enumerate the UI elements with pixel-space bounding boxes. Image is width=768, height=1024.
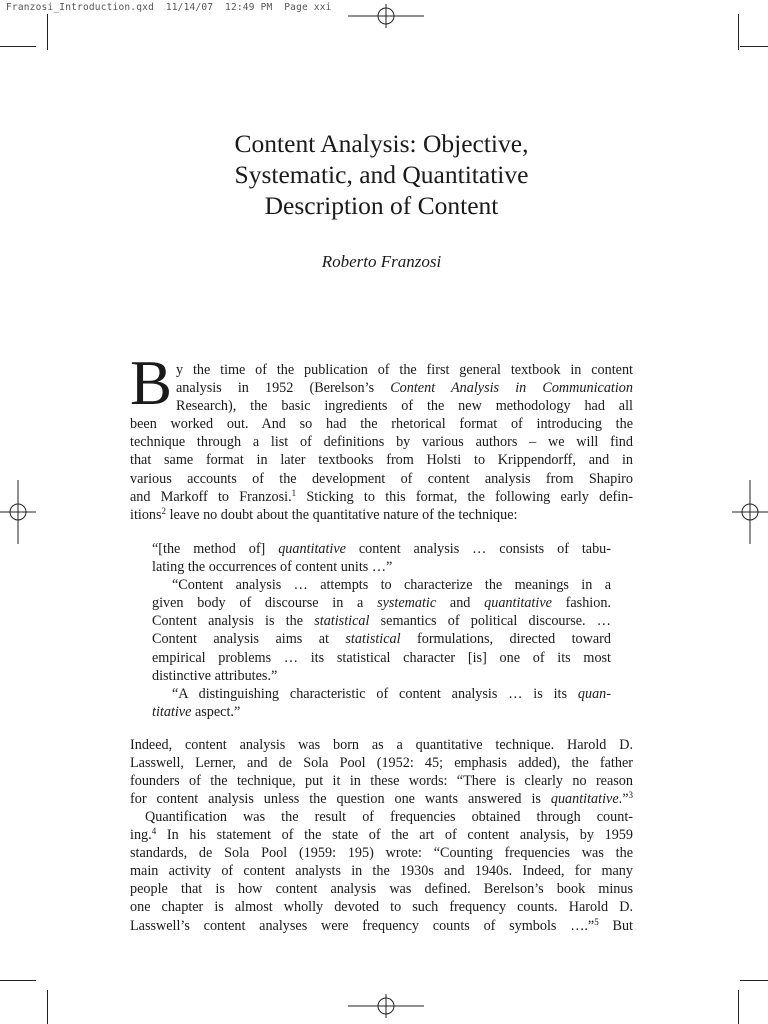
- registration-mark-right-icon: [732, 480, 768, 544]
- text-line: founders of the technique, put it in these words: “There is clearly no reason: [130, 773, 633, 790]
- crop-mark-bottom-left-v: [47, 990, 48, 1024]
- text-line: been worked out. And so had the rhetorical format of introducing the: [130, 416, 633, 433]
- slug-date: 11/14/07: [165, 2, 214, 13]
- text-line: main activity of content analysts in the 1930s and 1940s. Indeed, for many: [130, 863, 633, 880]
- quote-line: titative aspect.”: [152, 703, 241, 720]
- text-line: itions$^2$ leave no doubt about the quantitative nature of the technique:: [130, 505, 518, 523]
- slug-page: Page xxi: [284, 2, 332, 13]
- crop-mark-top-right-v: [738, 14, 739, 50]
- text-line: Lasswell, Lerner, and de Sola Pool (1952: 45; emphasis added), the father: [130, 755, 633, 772]
- chapter-title-line: Description of Content: [264, 191, 499, 220]
- quote-line: Content analysis aims at statistical formulations, directed toward: [152, 631, 611, 648]
- quote-line: distinctive attributes.”: [152, 667, 278, 684]
- text-line: for content analysis unless the question one wants answered is quantitative.”$^3$: [130, 790, 633, 808]
- text-line: Lasswell’s content analyses were frequency counts of symbols ….”$^5$ But: [130, 916, 633, 934]
- registration-mark-top-icon: [348, 4, 424, 28]
- quote-line: “Content analysis … attempts to characterize the meanings in a: [172, 577, 611, 594]
- text-line: Research), the basic ingredients of the new methodology had all: [176, 398, 633, 415]
- chapter-title-line: Systematic, and Quantitative: [234, 160, 529, 189]
- quote-line: Content analysis is the statistical semantics of political discourse. …: [152, 613, 611, 630]
- text-line: standards, de Sola Pool (1959: 195) wrote: “Counting frequencies was the: [130, 845, 633, 862]
- crop-mark-top-left-h: [0, 46, 36, 47]
- text-line: that same format in later textbooks from Holsti to Krippendorff, and in: [130, 452, 633, 469]
- crop-mark-top-left-v: [47, 14, 48, 50]
- slug-time: 12:49 PM: [225, 2, 273, 13]
- author-name: Roberto Franzosi: [321, 252, 442, 271]
- quote-line: “[the method of] quantitative content analysis … consists of tabu-: [152, 541, 611, 557]
- text-line: various accounts of the development of content analysis from Shapiro: [130, 470, 633, 487]
- crop-mark-bottom-right-v: [738, 990, 739, 1024]
- text-line: one chapter is almost wholly devoted to such frequency counts. Harold D.: [130, 899, 633, 916]
- paragraph-quantification: [130, 808, 633, 935]
- block-quote: [130, 540, 633, 721]
- crop-mark-top-right-h: [740, 46, 768, 47]
- quote-line: “A distinguishing characteristic of content analysis … is its quan-: [172, 685, 611, 702]
- text-line: analysis in 1952 (Berelson’s Content Analysis in Communication: [176, 380, 633, 397]
- text-line: technique through a list of definitions by various authors – we will find: [130, 434, 633, 451]
- registration-mark-left-icon: [0, 480, 36, 544]
- quote-line: lating the occurrences of content units …”: [152, 559, 393, 576]
- text-line: ing.$^4$ In his statement of the state of the art of content analysis, by 1959: [130, 826, 633, 844]
- chapter-title-line: Content Analysis: Objective,: [234, 129, 529, 158]
- quote-line: given body of discourse in a systematic and quantitative fashion.: [152, 595, 611, 612]
- print-slug: [6, 2, 332, 13]
- drop-cap: B: [130, 348, 173, 418]
- slug-file: Franzosi_Introduction.qxd: [6, 2, 154, 13]
- text-line: people that is how content analysis was defined. Berelson’s book minus: [130, 881, 633, 898]
- text-line: Indeed, content analysis was born as a quantitative technique. Harold D.: [130, 737, 633, 753]
- chapter-title: [130, 128, 633, 221]
- paragraph-origins: [130, 736, 633, 808]
- crop-mark-bottom-left-h: [0, 980, 36, 981]
- paragraph-intro: [130, 361, 633, 524]
- registration-mark-bottom-icon: [348, 994, 424, 1018]
- quote-line: empirical problems … its statistical character [is] one of its most: [152, 649, 611, 666]
- text-line: and Markoff to Franzosi.$^1$ Sticking to this format, the following early defin-: [130, 487, 633, 505]
- text-line: Quantification was the result of frequencies obtained through count-: [145, 809, 633, 825]
- crop-mark-bottom-right-h: [740, 980, 768, 981]
- text-line: y the time of the publication of the first general textbook in content: [176, 362, 633, 378]
